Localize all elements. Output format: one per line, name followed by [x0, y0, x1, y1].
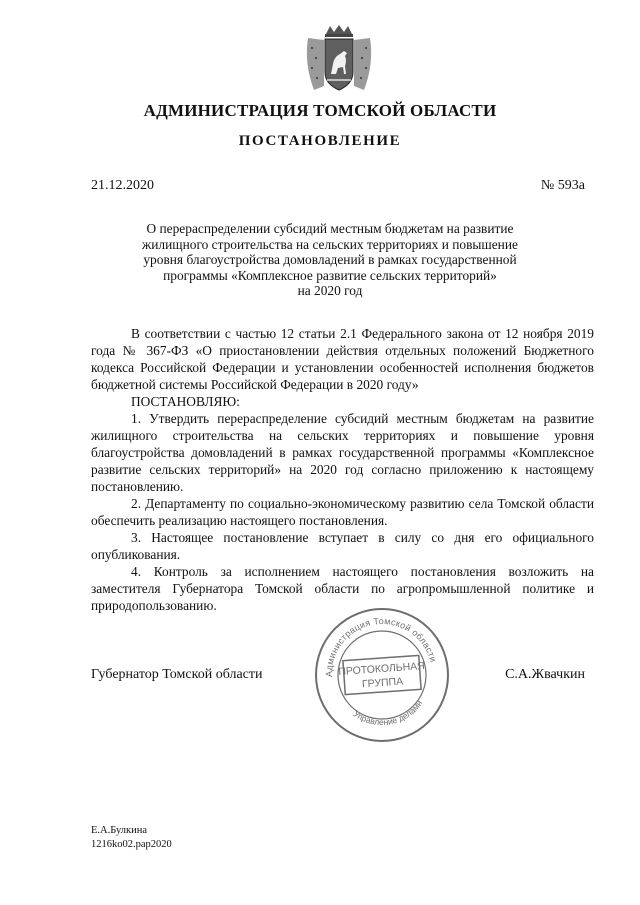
document-date: 21.12.2020 — [91, 178, 154, 193]
stamp-center-line-1: ПРОТОКОЛЬНАЯ — [337, 660, 426, 679]
decree-word: ПОСТАНОВЛЯЮ: — [131, 394, 240, 409]
decree-item: 3. Настоящее постановление вступает в силу со дня его официального опубликования. — [91, 530, 594, 562]
document-number: № 593а — [540, 178, 585, 193]
svg-text:Управление делами — [352, 698, 425, 727]
footer-file: 1216ko02.pap2020 — [91, 839, 172, 850]
stamp-ring-text: Администрация Томской области — [323, 616, 439, 677]
document-body — [91, 325, 594, 614]
subject-line: программы «Комплексное развитие сельских территорий» — [163, 267, 497, 283]
subject-line: уровня благоустройства домовладений в рамках государственной — [143, 252, 517, 268]
decree-item: 2. Департаменту по социально-экономическому развитию села Томской области обеспечить реализацию настоящего постановления. — [91, 496, 594, 528]
signer-name: С.А.Жвачкин — [505, 667, 585, 682]
official-stamp — [311, 604, 453, 746]
subject-line: О перераспределении субсидий местным бюджетам на развитие — [146, 221, 514, 236]
organization-name: АДМИНИСТРАЦИЯ ТОМСКОЙ ОБЛАСТИ — [143, 101, 497, 120]
document-subject — [120, 221, 540, 299]
stamp-ring-text-bottom: Управление делами — [351, 698, 425, 728]
stamp-center-line-2: ГРУППА — [361, 675, 404, 691]
document-type: ПОСТАНОВЛЕНИЕ — [238, 133, 402, 149]
signer-title: Губернатор Томской области — [91, 667, 263, 682]
decree-item: 4. Контроль за исполнением настоящего постановления возложить на заместителя Губернатора Томской области по агропромышленной политике и природопользованию. — [91, 564, 594, 613]
footer — [91, 824, 172, 852]
subject-line: жилищного строительства на сельских территориях и повышение — [142, 236, 518, 252]
footer-author: Е.А.Булкина — [91, 825, 148, 836]
coat-of-arms-icon — [300, 24, 378, 96]
decree-item: 1. Утвердить перераспределение субсидий местным бюджетам на развитие жилищного строительства на сельских территориях и повышение уровня благоустройства домовладений в рамках государственной программы «Комплексное развитие сельских территорий» на 2020 год согласно приложению к настоящему постановлению. — [91, 411, 594, 494]
subject-line: на 2020 год — [297, 283, 363, 299]
preamble-paragraph: В соответствии с частью 12 статьи 2.1 Федерального закона от 12 ноября 2019 года № 367-ФЗ «О приостановлении действия отдельных положений Бюджетного кодекса Российской Федерации и установлении особенностей исполнения бюджетов бюджетной системы Российской Федерации в 2020 году» — [91, 326, 594, 392]
